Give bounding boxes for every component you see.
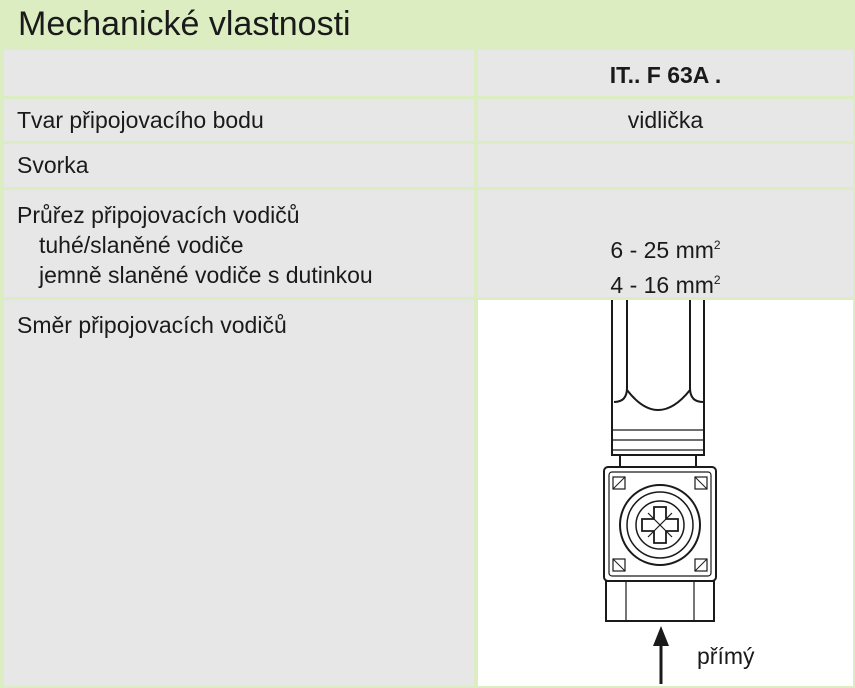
- header-product-code: IT.. F 63A .: [478, 50, 853, 96]
- rigid-conductor-value: 6 - 25 $mm^2$: [610, 237, 721, 263]
- terminal-label: Svorka: [4, 144, 474, 187]
- arrow-up-icon: [653, 626, 669, 684]
- connection-point-label: Tvar připojovacího bodu: [4, 99, 474, 141]
- connection-point-value: vidlička: [478, 99, 853, 141]
- fine-stranded-conductor-label: jemně slaněné vodiče s dutinkou: [39, 262, 373, 288]
- fine-stranded-conductor-value: 4 - 16 $mm^2$: [610, 272, 721, 298]
- cross-section-label: Průřez připojovacích vodičů: [17, 202, 300, 228]
- direction-label: Směr připojovacích vodičů: [17, 312, 287, 338]
- direction-arrow-label: přímý: [697, 643, 755, 669]
- rigid-conductor-label: tuhé/slaněné vodiče: [39, 232, 244, 258]
- page-title: Mechanické vlastnosti: [18, 5, 351, 43]
